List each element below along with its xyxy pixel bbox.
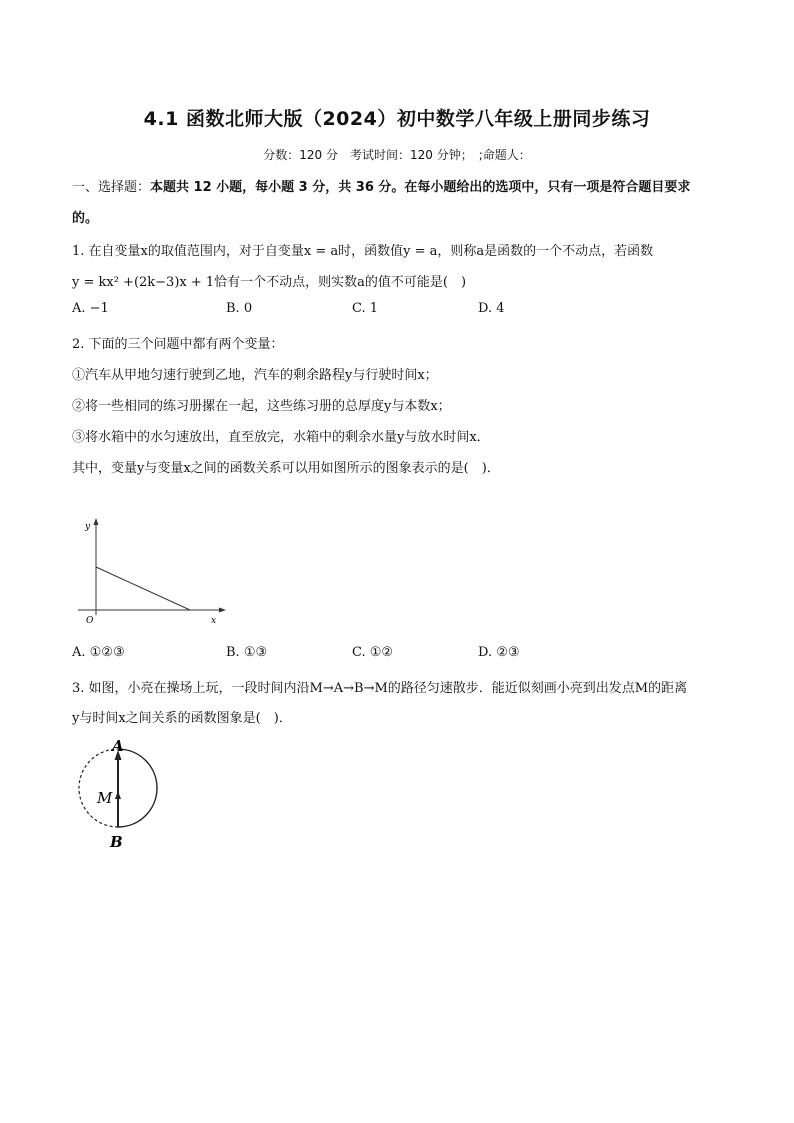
circle-left-arc-dashed: [79, 749, 118, 827]
q2-item-3: ③将水箱中的水匀速放出，直至放完，水箱中的剩余水量y与放水时间x．: [72, 430, 490, 445]
q2-line-5: 其中，变量y与变量x之间的函数关系可以用如图所示的图象表示的是( )．: [72, 461, 500, 476]
q1-option-d[interactable]: D. 4: [478, 301, 505, 316]
q2-option-a[interactable]: A. ①②③: [72, 645, 125, 660]
q2-item-1: ①汽车从甲地匀速行驶到乙地，汽车的剩余路程y与行驶时间x；: [72, 368, 438, 383]
page-title: 4.1 函数北师大版（2024）初中数学八年级上册同步练习: [143, 108, 651, 130]
section-heading-cont: [72, 207, 98, 226]
q2-line-1: 2. 下面的三个问题中都有两个变量：: [72, 337, 284, 352]
section-text-2: 的。: [72, 211, 99, 226]
q1-option-a[interactable]: A. −1: [72, 301, 109, 316]
section-text-1: 本题共 12 小题，每小题 3 分，共 36 分。在每小题给出的选项中，只有一项是符合题目要求: [150, 180, 691, 195]
circle-right-arc: [118, 749, 157, 827]
section-heading: [72, 176, 690, 195]
q3-line-2: y与时间x之间关系的函数图象是( )．: [72, 711, 292, 726]
point-a-label: A: [112, 737, 124, 755]
origin-label: O: [86, 616, 94, 626]
q2-option-b[interactable]: B. ①③: [226, 645, 268, 660]
x-axis-arrow: [219, 608, 226, 613]
y-axis-arrow: [94, 518, 99, 525]
q1-line-2: y = kx² +(2k−3)x + 1恰有一个不动点，则实数a的值不可能是( ): [72, 275, 467, 290]
q3-circle-figure: [70, 735, 170, 853]
q1-option-b[interactable]: B. 0: [226, 301, 253, 316]
q1-line-1: 1. 在自变量x的取值范围内，对于自变量x = a时，函数值y = a，则称a是函数的一个不动点，若函数: [72, 244, 654, 259]
q2-option-c[interactable]: C. ①②: [352, 645, 394, 660]
q3-line-1: 3. 如图，小亮在操场上玩，一段时间内沿M→A→B→M的路径匀速散步．能近似刻画小亮到出发点M的距离: [72, 681, 688, 696]
y-axis-label: y: [85, 522, 91, 532]
path-arrow-mid: [115, 791, 121, 799]
point-b-label: B: [110, 833, 123, 851]
q2-item-2: ②将一些相同的练习册摞在一起，这些练习册的总厚度y与本数x；: [72, 399, 451, 414]
graph-line: [96, 567, 190, 610]
q2-option-d[interactable]: D. ②③: [478, 645, 520, 660]
exam-meta: 分数：120 分 考试时间：120 分钟； ;命题人：: [263, 148, 531, 162]
section-lead: 一、选择题：: [72, 180, 151, 195]
q2-graph: [70, 515, 235, 630]
x-axis-label: x: [211, 616, 217, 626]
q1-option-c[interactable]: C. 1: [352, 301, 379, 316]
point-m-label: M: [97, 789, 113, 807]
